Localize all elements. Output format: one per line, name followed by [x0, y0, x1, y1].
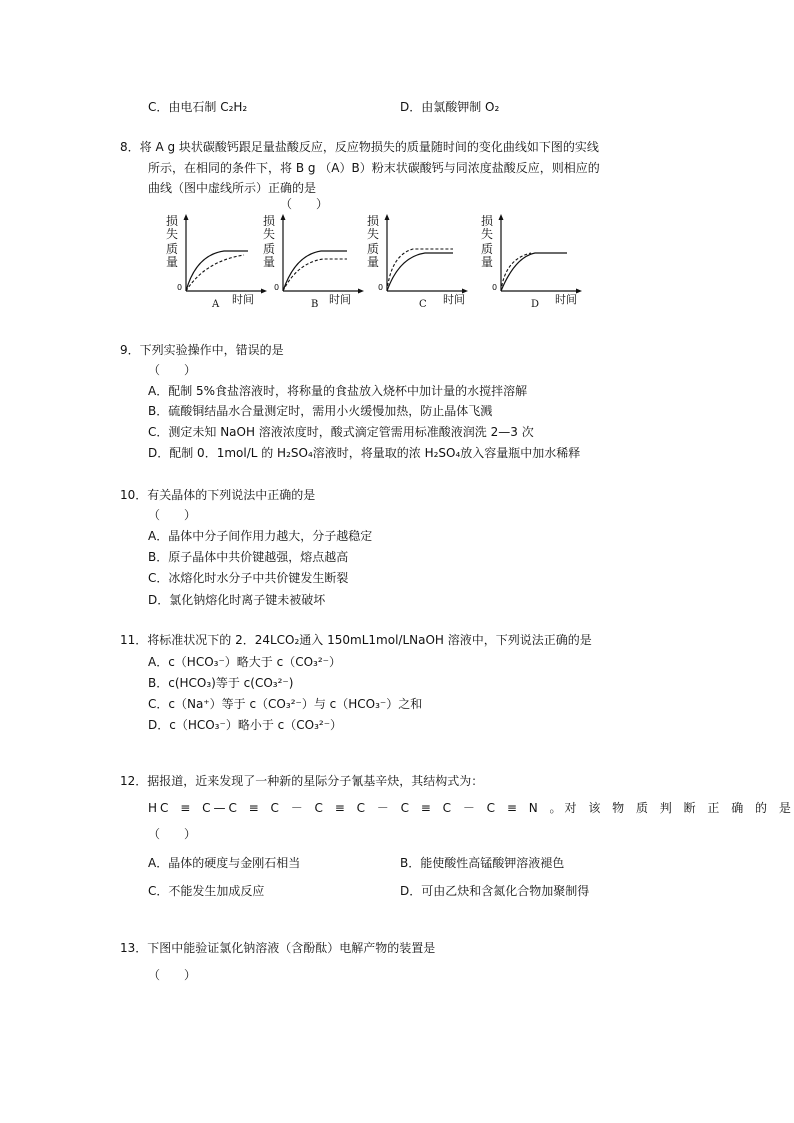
graph-b-ylabel-3: 质	[262, 242, 275, 256]
q9-option-d: D．配制 0．1mol/L 的 H₂SO₄溶液时，将量取的浓 H₂SO₄放入容量瓶中加水稀释	[148, 446, 581, 460]
graph-a-origin: 0	[177, 283, 183, 292]
graph-a-xlabel: 时间	[232, 293, 254, 306]
graph-b-letter: B	[311, 299, 319, 310]
q10-option-c: C．冰熔化时水分子中共价键发生断裂	[148, 571, 349, 585]
q13-answer-blank: （ ）	[148, 968, 197, 982]
q11-option-a: A．c（HCO₃⁻）略大于 c（CO₃²⁻）	[148, 655, 341, 669]
graph-d-letter: D	[531, 299, 540, 310]
q12-option-d: D．可由乙炔和含氮化合物加聚制得	[400, 884, 590, 898]
q9-option-b: B．硫酸铜结晶水合量测定时，需用小火缓慢加热，防止晶体飞溅	[148, 404, 493, 418]
graph-a-letter: A	[212, 299, 220, 310]
graph-c-ylabel-4: 量	[366, 255, 379, 269]
graph-d-ylabel-4: 量	[480, 255, 493, 269]
q8-graph-c	[361, 213, 469, 313]
q8-stem-line-3: 曲线（图中虚线所示）正确的是	[148, 181, 317, 195]
q11-option-c: C．c（Na⁺）等于 c（CO₃²⁻）与 c（HCO₃⁻）之和	[148, 697, 423, 711]
graph-b-ylabel-2: 失	[262, 227, 275, 241]
graph-d-ylabel-1: 损	[480, 214, 493, 228]
graph-c-origin: 0	[378, 283, 384, 292]
graph-a-ylabel-1: 损	[165, 214, 178, 228]
q13-stem: 13．下图中能验证氯化钠溶液（含酚酞）电解产物的装置是	[120, 941, 436, 955]
graph-b-origin: 0	[274, 283, 280, 292]
q10-option-d: D．氯化钠熔化时离子键未被破坏	[148, 593, 326, 607]
q11-option-b: B．c(HCO₃)等于 c(CO₃²⁻)	[148, 676, 294, 690]
q12-option-c: C．不能发生加成反应	[148, 884, 265, 898]
q8-graph-d	[475, 213, 583, 313]
q12-structure-formula: HC ≡ C—C ≡ C － C ≡ C － C ≡ C － C ≡ N 。对 该 物 质 判 断 正 确 的 是	[148, 801, 794, 815]
graph-d-ylabel-3: 质	[480, 242, 493, 256]
q9-stem: 9．下列实验操作中，错误的是	[120, 343, 284, 357]
q10-option-b: B．原子晶体中共价键越强，熔点越高	[148, 550, 349, 564]
q8-graph-b	[257, 213, 365, 313]
graph-b-ylabel-1: 损	[262, 214, 275, 228]
q12-option-a: A．晶体的硬度与金刚石相当	[148, 856, 301, 870]
q7-option-c: C．由电石制 C₂H₂	[148, 100, 248, 114]
q8-stem-line-2: 所示，在相同的条件下，将 B g （A）B）粉末状碳酸钙与同浓度盐酸反应，则相应的	[148, 161, 600, 175]
q11-option-d: D．c（HCO₃⁻）略小于 c（CO₃²⁻）	[148, 718, 343, 732]
q12-option-b: B．能使酸性高锰酸钾溶液褪色	[400, 856, 565, 870]
q8-graph-a	[160, 213, 268, 313]
graph-d-ylabel-2: 失	[480, 227, 493, 241]
q12-answer-blank: （ ）	[148, 827, 197, 841]
q11-stem: 11．将标准状况下的 2．24LCO₂通入 150mL1mol/LNaOH 溶液中，下列说法正确的是	[120, 633, 592, 647]
graph-c-ylabel-2: 失	[366, 227, 379, 241]
graph-d-xlabel: 时间	[555, 293, 577, 306]
q10-stem: 10．有关晶体的下列说法中正确的是	[120, 488, 316, 502]
graph-c-ylabel-1: 损	[366, 214, 379, 228]
graph-c-letter: C	[419, 299, 427, 310]
graph-a-ylabel-3: 质	[165, 242, 178, 256]
q8-stem-line-1: 8．将 A g 块状碳酸钙跟足量盐酸反应，反应物损失的质量随时间的变化曲线如下图的实线	[120, 140, 599, 154]
graph-b-xlabel: 时间	[329, 293, 351, 306]
graph-c-xlabel: 时间	[443, 293, 465, 306]
q8-answer-blank: （ ）	[280, 197, 329, 211]
graph-c-ylabel-3: 质	[366, 242, 379, 256]
graph-b-ylabel-4: 量	[262, 255, 275, 269]
q12-stem: 12．据报道，近来发现了一种新的星际分子氰基辛炔，其结构式为：	[120, 774, 484, 788]
q10-option-a: A．晶体中分子间作用力越大，分子越稳定	[148, 529, 373, 543]
graph-a-ylabel-2: 失	[165, 227, 178, 241]
graph-d-origin: 0	[492, 283, 498, 292]
graph-a-ylabel-4: 量	[165, 255, 178, 269]
q9-option-a: A．配制 5%食盐溶液时，将称量的食盐放入烧杯中加计量的水搅拌溶解	[148, 384, 528, 398]
q9-option-c: C．测定未知 NaOH 溶液浓度时，酸式滴定管需用标准酸液润洗 2—3 次	[148, 425, 534, 439]
q7-option-d: D．由氯酸钾制 O₂	[400, 100, 500, 114]
q10-answer-blank: （ ）	[148, 508, 197, 522]
q9-answer-blank: （ ）	[148, 363, 197, 377]
